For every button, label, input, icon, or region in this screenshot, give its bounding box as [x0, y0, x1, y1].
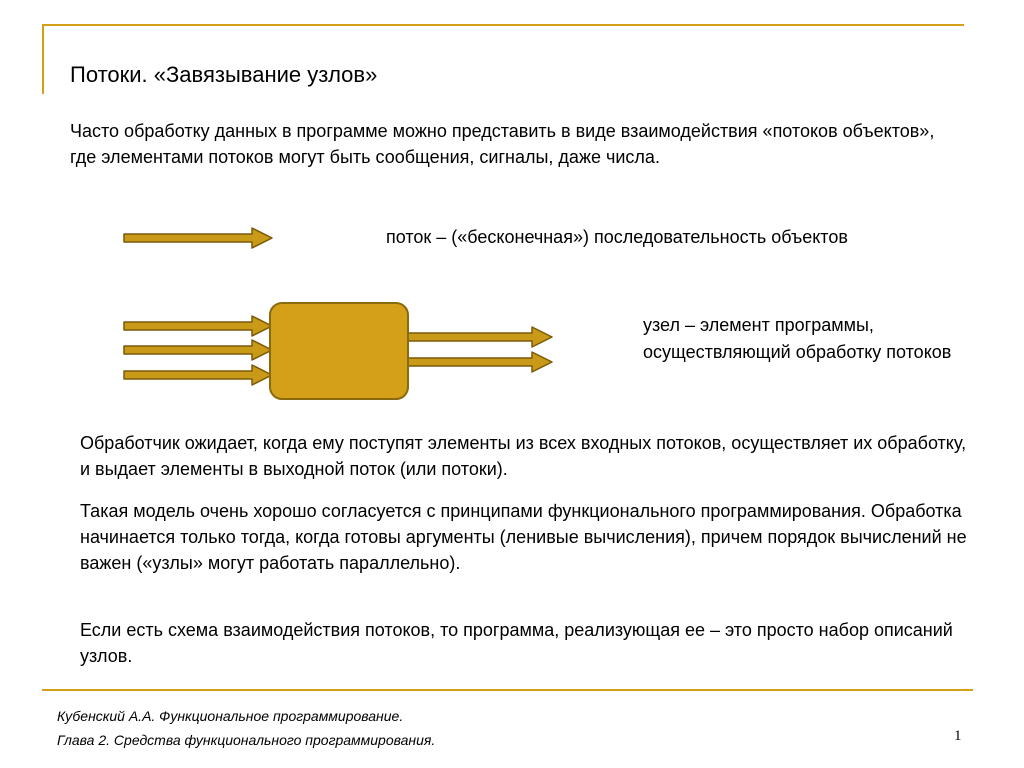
node-label: узел – элемент программы, осуществляющий обработку потоков — [643, 315, 952, 362]
footer-divider — [42, 689, 973, 691]
input-arrow-1 — [124, 316, 272, 336]
intro-paragraph: Часто обработку данных в программе можно представить в виде взаимодействия «потоков объектов», где элементами потоков могут быть сообщения, сигналы, даже числа. — [70, 121, 935, 167]
slide-title: Потоки. «Завязывание узлов» — [70, 62, 378, 87]
footer-author: Кубенский А.А. Функциональное программирование. — [57, 708, 404, 724]
stream-arrow — [124, 228, 272, 248]
model-paragraph: Такая модель очень хорошо согласуется с принципами функционального программирования. Обработка начинается только тогда, когда готовы аргументы (ленивые вычисления), причем порядок вычислений не важен («узлы» могут работать параллельно). — [80, 501, 967, 573]
input-arrow-2 — [124, 340, 272, 360]
footer-chapter: Глава 2. Средства функционального программирования. — [57, 732, 436, 748]
page-number: 1 — [954, 728, 962, 744]
scheme-paragraph: Если есть схема взаимодействия потоков, то программа, реализующая ее – это просто набор описаний узлов. — [80, 620, 953, 666]
input-arrow-3 — [124, 365, 272, 385]
output-arrow-1 — [406, 327, 552, 347]
stream-label: поток – («бесконечная») последовательность объектов — [386, 227, 848, 247]
handler-paragraph: Обработчик ожидает, когда ему поступят элементы из всех входных потоков, осуществляет их обработку, и выдает элементы в выходной поток (или потоки). — [80, 433, 967, 479]
node-box — [270, 303, 408, 399]
output-arrow-2 — [406, 352, 552, 372]
